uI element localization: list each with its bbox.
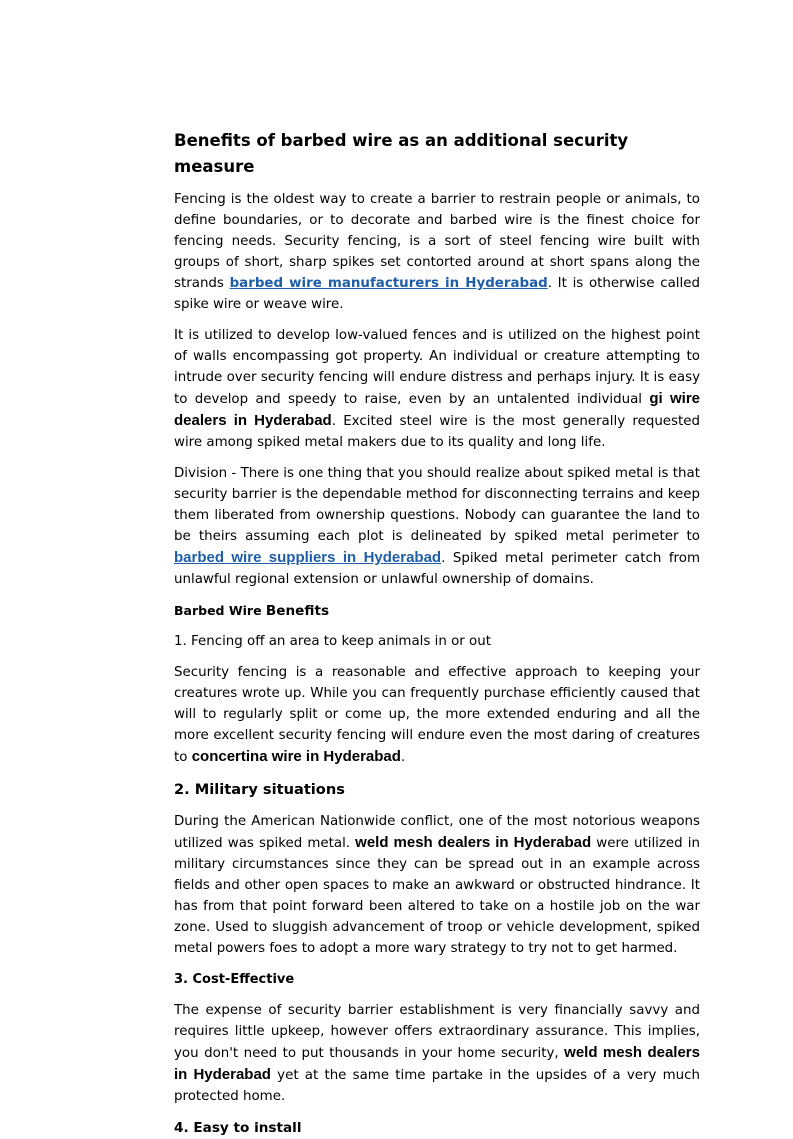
military-heading: 2. Military situations xyxy=(174,781,345,798)
barbed-wire-manufacturers-link[interactable]: barbed wire manufacturers in Hyderabad xyxy=(229,276,548,291)
fencing-paragraph xyxy=(174,662,700,768)
military-text-b: were utilized in military circumstances since they can be spread out in an example across fields and other open spaces to make an awkward or obstructed hindrance. It has from that point forward been altered to take on a hostile job on the war zone. Used to sluggish advancement of troop or vehicle development, spiked metal powers foes to adopt a more wary strategy to try not to get harmed. xyxy=(174,836,700,956)
cost-text-a: The expense of security barrier establishment is very financially savvy and requires little upkeep, however offers extraordinary assurance. This implies, you don't need to put thousands in your home security, xyxy=(174,1003,700,1061)
military-paragraph xyxy=(174,811,700,959)
usage-paragraph xyxy=(174,325,700,453)
military-text-a: During the American Nationwide conflict, one of the most notorious weapons utilized was spiked metal. xyxy=(174,814,700,851)
fencing-text-b: . xyxy=(400,750,406,765)
barbed-wire-suppliers-link[interactable]: barbed wire suppliers in Hyderabad xyxy=(174,549,442,566)
weld-mesh-dealers-keyword: weld mesh dealers in Hyderabad xyxy=(355,834,592,851)
division-text-a: Division - There is one thing that you should realize about spiked metal is that security barrier is the dependable method for disconnecting terrains and keep them liberated from ownership questions. Nobody can guarantee the land to be theirs assuming each plot is delineated by spiked metal perimeter to xyxy=(174,466,700,544)
benefit-item-1: 1. Fencing off an area to keep animals in or out xyxy=(174,634,491,649)
division-paragraph xyxy=(174,463,700,590)
cost-paragraph xyxy=(174,1000,700,1107)
intro-text-a: Fencing is the oldest way to create a barrier to restrain people or animals, to define boundaries, or to decorate and barbed wire is the finest choice for fencing needs. Security fencing, is a sort of steel fencing wire built with groups of short, sharp spikes set contorted around at short spans along the strands xyxy=(174,192,700,291)
fencing-text-a: Security fencing is a reasonable and effective approach to keeping your creatures wrote up. While you can frequently purchase efficiently caused that will to regularly split or come up, the more extended enduring and all the more excellent security fencing will endure even the most daring of creatures to xyxy=(174,665,700,765)
intro-text-b: . It is otherwise called spike wire or weave wire. xyxy=(174,276,700,312)
intro-paragraph xyxy=(174,189,700,315)
benefits-heading-part-b: Benefits xyxy=(265,603,330,619)
cost-effective-heading: 3. Cost-Effective xyxy=(174,972,295,987)
easy-install-heading: 4. Easy to install xyxy=(174,1120,302,1136)
concertina-wire-keyword: concertina wire in Hyderabad xyxy=(191,748,401,765)
gi-wire-dealers-keyword: gi wire dealers in Hyderabad xyxy=(174,390,700,429)
benefits-heading xyxy=(174,600,700,622)
benefits-heading-part-a: Barbed Wire xyxy=(174,603,266,618)
document-title: Benefits of barbed wire as an additional security measure xyxy=(174,131,629,176)
document-page xyxy=(174,128,700,1139)
weld-mesh-dealers-keyword-2: weld mesh dealers in Hyderabad xyxy=(174,1044,700,1083)
usage-text-a: It is utilized to develop low-valued fences and is utilized on the highest point of walls encompassing got property. An individual or creature attempting to intrude over security fencing will endure distress and perhaps injury. It is easy to develop and speedy to raise, even by an untalented individual xyxy=(174,328,700,407)
usage-text-b: . Excited steel wire is the most generally requested wire among spiked metal makers due to its quality and long life. xyxy=(174,414,701,450)
cost-text-b: yet at the same time partake in the upsides of a very much protected home. xyxy=(174,1068,700,1104)
division-text-b: . Spiked metal perimeter catch from unlawful regional extension or unlawful ownership of domains. xyxy=(174,551,700,587)
